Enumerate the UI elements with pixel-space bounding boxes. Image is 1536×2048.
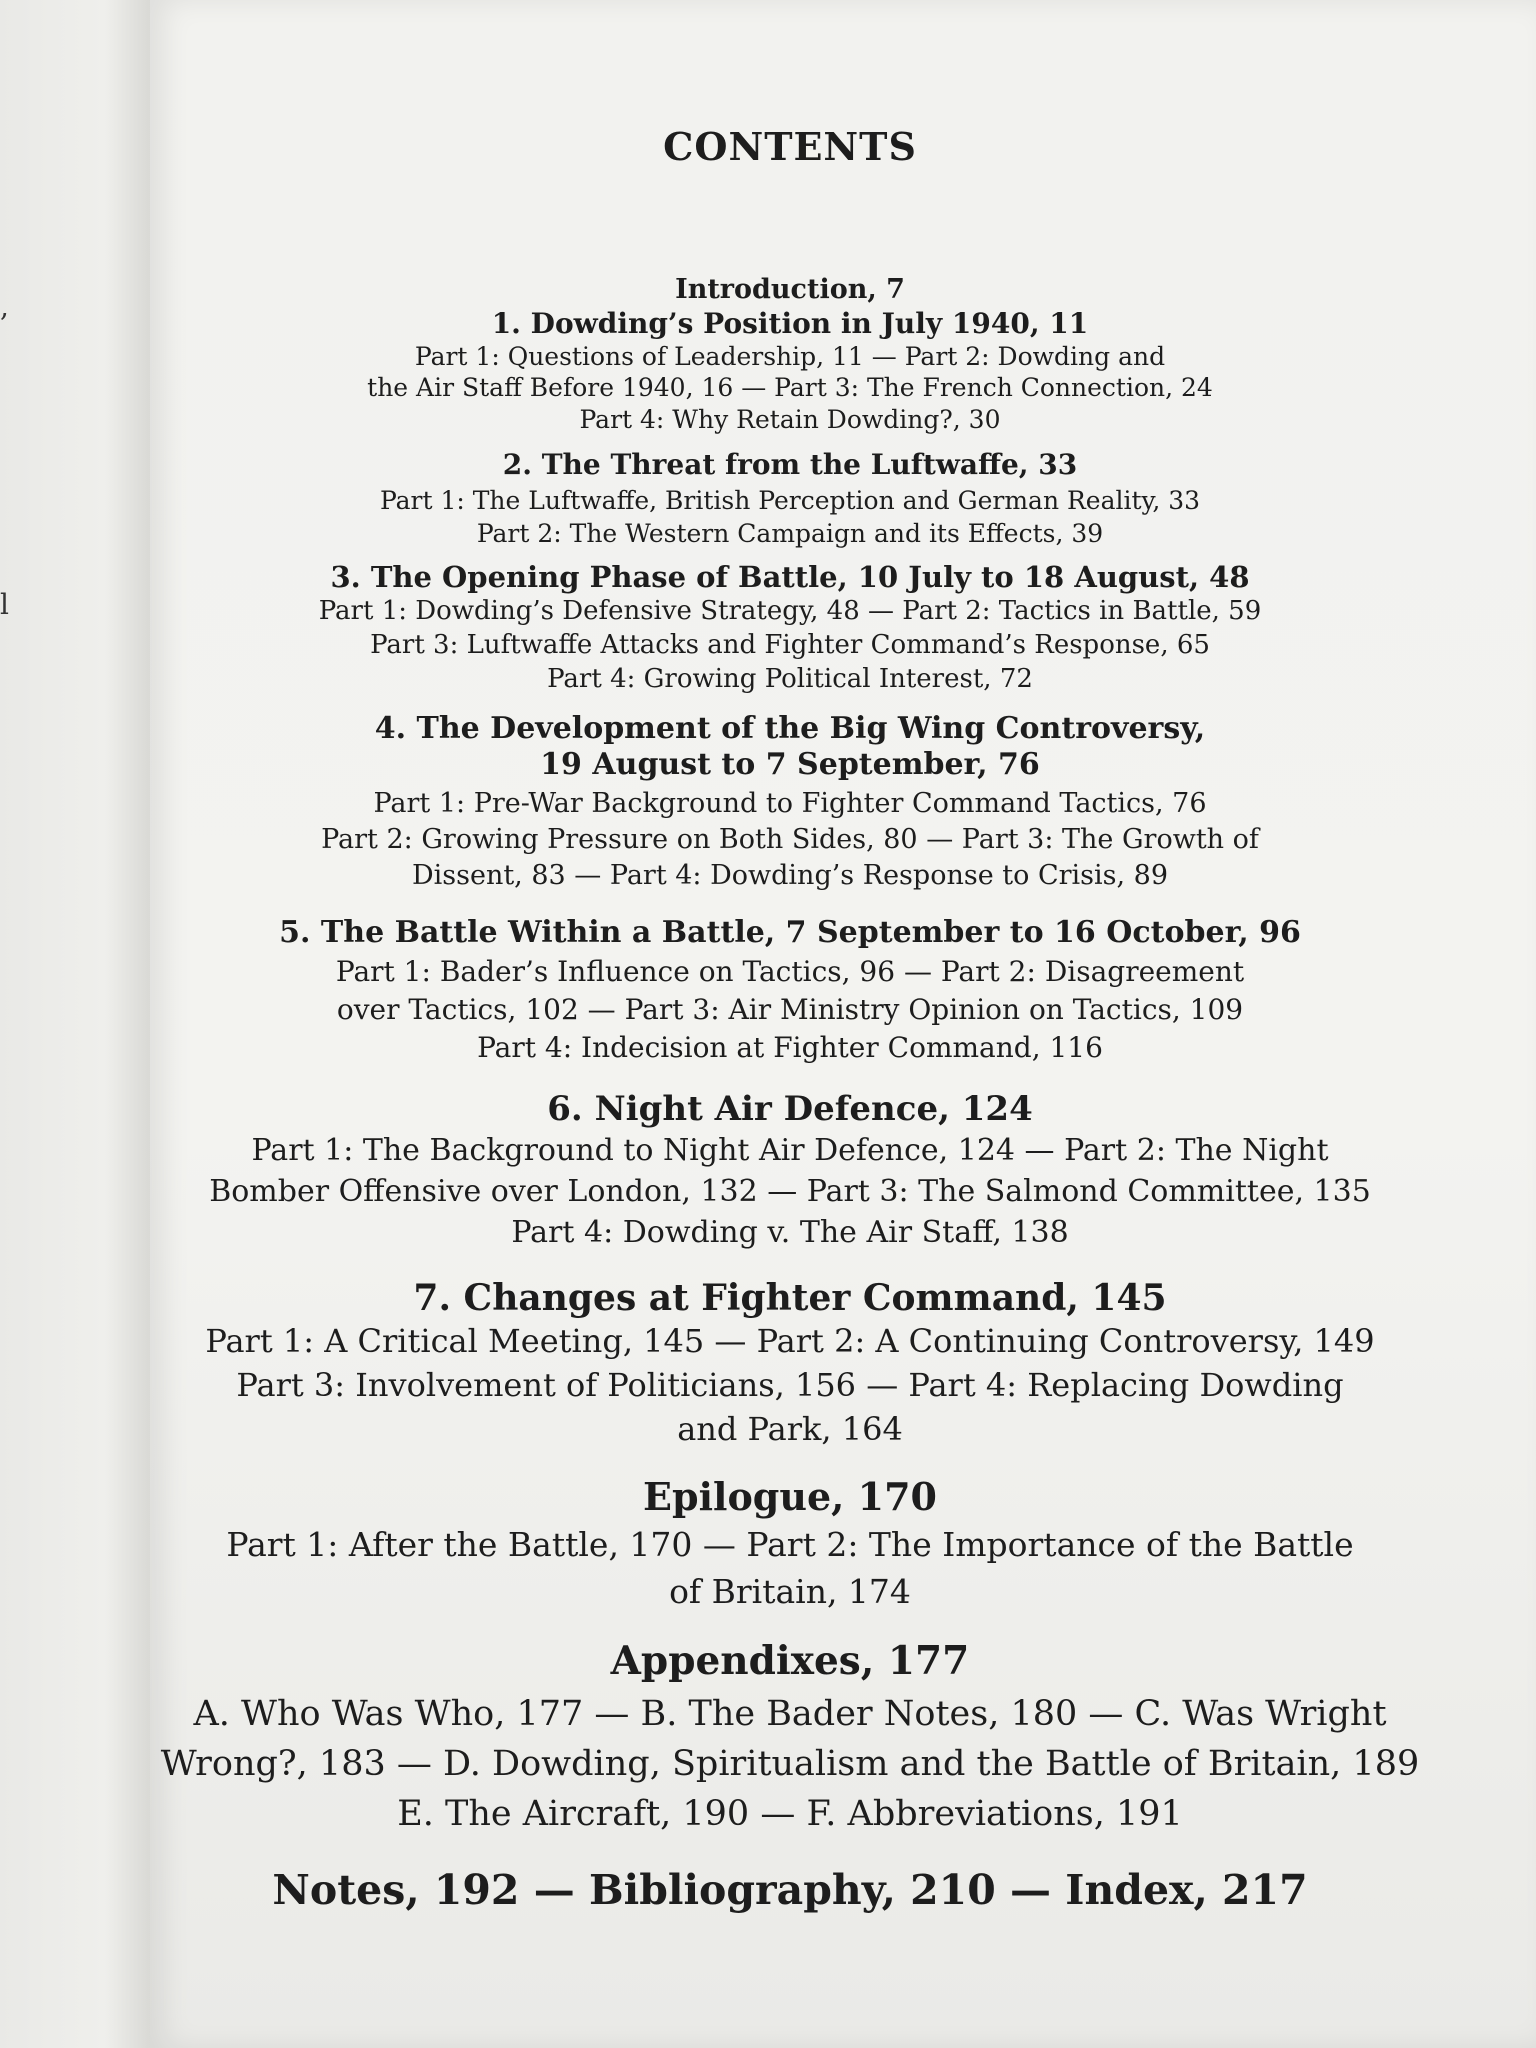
toc-chapter-1-parts: the Air Staff Before 1940, 16 — Part 3: The French Connection, 24: [367, 373, 1213, 402]
toc-chapter-6-parts: Part 1: The Background to Night Air Defence, 124 — Part 2: The Night: [251, 1133, 1329, 1168]
toc-chapter-6-parts: Part 4: Dowding v. The Air Staff, 138: [511, 1215, 1069, 1250]
toc-chapter-4-parts: Part 1: Pre-War Background to Fighter Command Tactics, 76: [373, 788, 1207, 819]
toc-chapter-7-title: 7. Changes at Fighter Command, 145: [413, 1277, 1167, 1319]
toc-chapter-3-title: 3. The Opening Phase of Battle, 10 July to 18 August, 48: [330, 560, 1250, 594]
toc-chapter-5-title: 5. The Battle Within a Battle, 7 September to 16 October, 96: [279, 915, 1301, 950]
toc-chapter-5-parts: Part 1: Bader’s Influence on Tactics, 96 — Part 2: Disagreement: [335, 955, 1245, 988]
toc-chapter-7-parts: Part 1: A Critical Meeting, 145 — Part 2: A Continuing Controversy, 149: [205, 1322, 1375, 1360]
toc-chapter-6-parts: Bomber Offensive over London, 132 — Part 3: The Salmond Committee, 135: [209, 1174, 1371, 1209]
toc-chapter-3-parts: Part 4: Growing Political Interest, 72: [547, 664, 1033, 694]
left-page-mark: l: [0, 588, 9, 621]
toc-epilogue-parts: Part 1: After the Battle, 170 — Part 2: The Importance of the Battle: [226, 1525, 1354, 1564]
toc-introduction: Introduction, 7: [675, 274, 905, 305]
contents-title: CONTENTS: [663, 124, 917, 169]
toc-chapter-7-parts: and Park, 164: [677, 1410, 903, 1448]
toc-chapter-4-title: 4. The Development of the Big Wing Controversy,: [374, 711, 1206, 746]
toc-chapter-3-parts: Part 3: Luftwaffe Attacks and Fighter Command’s Response, 65: [370, 630, 1210, 660]
toc-chapter-1-parts: Part 4: Why Retain Dowding?, 30: [579, 405, 1001, 434]
toc-chapter-5-parts: over Tactics, 102 — Part 3: Air Ministry Opinion on Tactics, 109: [336, 993, 1244, 1026]
toc-chapter-6-title: 6. Night Air Defence, 124: [547, 1089, 1033, 1129]
toc-chapter-1-parts: Part 1: Questions of Leadership, 11 — Part 2: Dowding and: [414, 342, 1166, 371]
toc-chapter-1-title: 1. Dowding’s Position in July 1940, 11: [491, 307, 1089, 340]
toc-chapter-2-title: 2. The Threat from the Luftwaffe, 33: [502, 448, 1078, 481]
toc-chapter-7-parts: Part 3: Involvement of Politicians, 156 — Part 4: Replacing Dowding: [236, 1366, 1344, 1404]
toc-chapter-4-parts: Part 2: Growing Pressure on Both Sides, 80 — Part 3: The Growth of: [321, 824, 1259, 855]
toc-chapter-2-parts: Part 1: The Luftwaffe, British Perception and German Reality, 33: [379, 486, 1201, 515]
toc-chapter-3-parts: Part 1: Dowding’s Defensive Strategy, 48 — Part 2: Tactics in Battle, 59: [318, 596, 1262, 626]
toc-chapter-5-parts: Part 4: Indecision at Fighter Command, 116: [477, 1031, 1103, 1064]
toc-appendixes-parts: Wrong?, 183 — D. Dowding, Spiritualism and the Battle of Britain, 189: [160, 1744, 1420, 1784]
toc-chapter-2-parts: Part 2: The Western Campaign and its Effects, 39: [476, 519, 1104, 548]
toc-epilogue-title: Epilogue, 170: [643, 1474, 937, 1519]
toc-chapter-4-title: 19 August to 7 September, 76: [540, 747, 1040, 782]
toc-chapter-4-parts: Dissent, 83 — Part 4: Dowding’s Response to Crisis, 89: [411, 860, 1169, 891]
toc-epilogue-parts: of Britain, 174: [669, 1572, 911, 1611]
toc-appendixes-parts: E. The Aircraft, 190 — F. Abbreviations, 191: [397, 1794, 1183, 1834]
toc-appendixes-title: Appendixes, 177: [610, 1638, 970, 1684]
toc-appendixes-parts: A. Who Was Who, 177 — B. The Bader Notes, 180 — C. Was Wright: [193, 1694, 1387, 1734]
toc-backmatter: Notes, 192 — Bibliography, 210 — Index, 217: [272, 1866, 1308, 1914]
left-page-mark: ,: [0, 290, 9, 323]
